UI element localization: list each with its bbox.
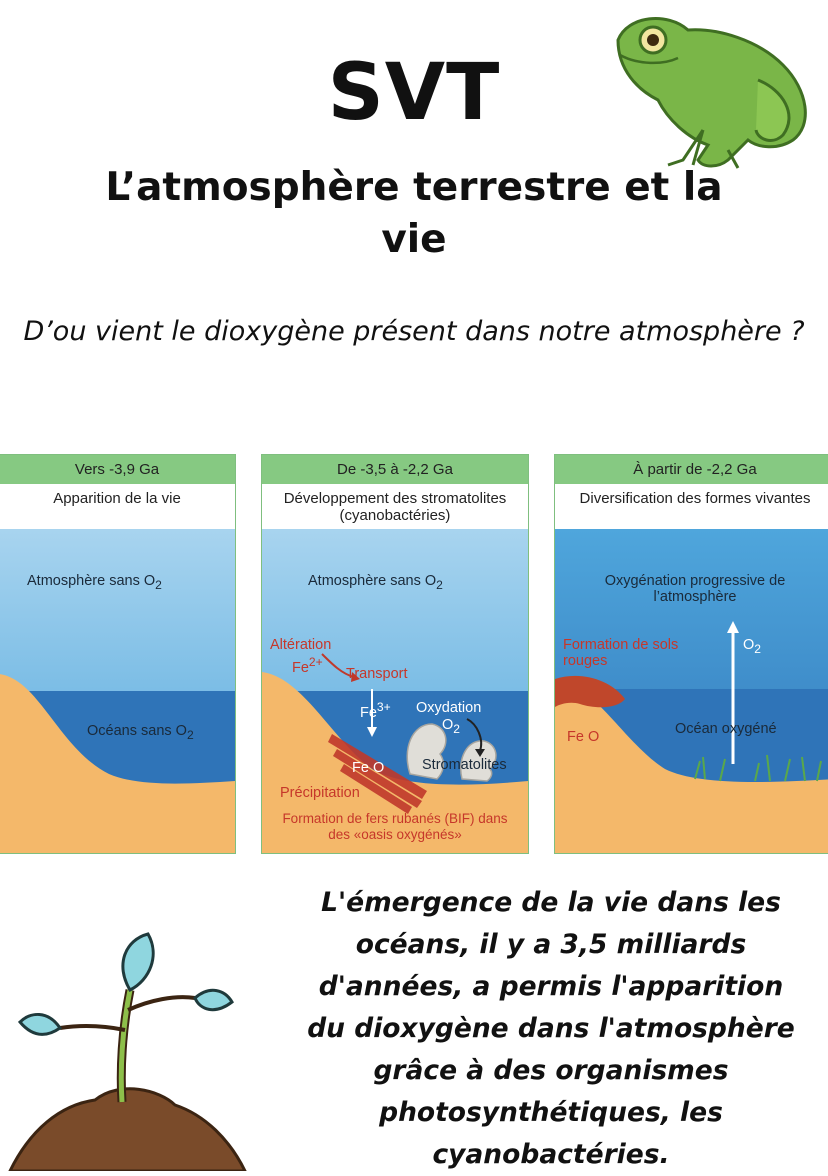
panel-event: Développement des stromatolites (cyanobactéries) [262,484,528,529]
oxydation-label: Oxydation [416,700,482,716]
panel-period: À partir de -2,2 Ga [555,455,828,484]
bif-label: Formation de fers rubanés (BIF) dans des «oasis oxygénés» [282,811,508,842]
stromatolites-label: Stromatolites [422,757,507,773]
ocean-label: Océan oxygéné [675,721,777,737]
fe2o3-label: Fe O [352,760,385,776]
page-subtitle: L’atmosphère terrestre et la vie [105,165,723,262]
atmosphere-label: Atmosphère sans $O_2$ [308,573,443,592]
fe2o3-label: Fe O [567,729,600,745]
o2-label: $O_2$ [743,637,761,656]
question-text: D’ou vient le dioxygène présent dans notre atmosphère ? [23,316,805,347]
panel-period: De -3,5 à -2,2 Ga [262,455,528,484]
page-title: SVT [327,48,501,138]
atmosphere-label: Oxygénation progressive de l’atmosphère [604,573,786,605]
conclusion-text: L'émergence de la vie dans les océans, il y a 3,5 milliards d'années, a permis l'apparition du dioxygène dans l'atmosphère grâce à des organismes photosynthétiques, les cyanobactéries. [307,887,795,1170]
panel-stromatolites [261,454,529,854]
transport-label: Transport [346,666,408,682]
panel-event: Diversification des formes vivantes [555,484,828,529]
atmosphere-label: Atmosphère sans $O_2$ [27,573,162,592]
alteration-label: Altération [270,637,332,653]
panel-period: Vers -3,9 Ga [0,455,235,484]
o2-label: $O_2$ [442,717,460,736]
plant-illustration [0,930,250,1171]
fe2-label: $Fe^{2+}$ [292,655,323,676]
fe3-label: $Fe^{3+}$ [360,700,391,721]
panel-diversification [554,454,828,854]
precipitation-label: Précipitation [280,785,360,801]
panel-event: Apparition de la vie [0,484,235,529]
ocean-label: Océans sans $O_2$ [87,723,194,742]
panel-origin-of-life [0,454,236,854]
red-soils-label: Formation de sols rouges [563,637,679,669]
